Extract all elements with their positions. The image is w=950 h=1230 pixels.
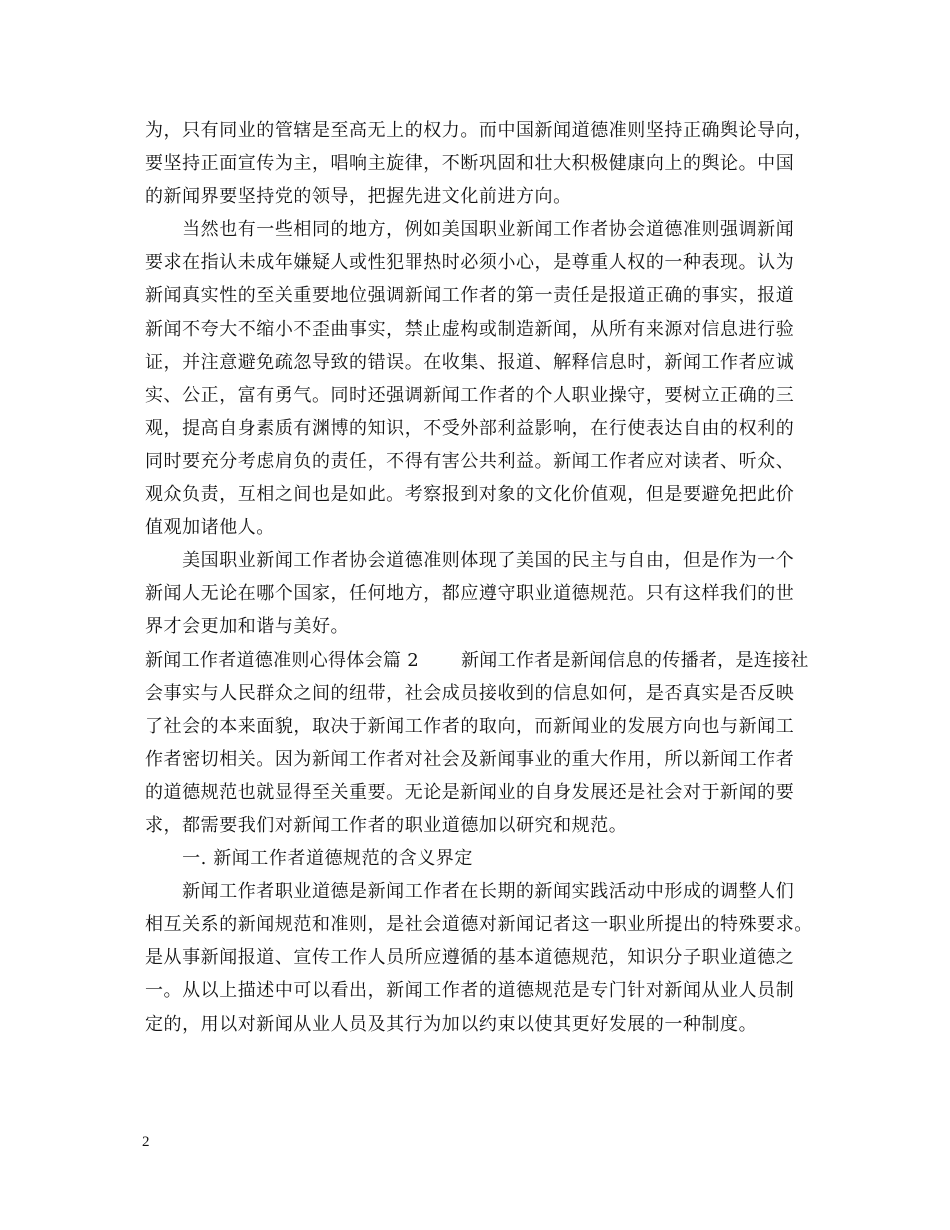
text-line: 界才会更加和谐与美好。	[145, 616, 350, 638]
document-body	[145, 114, 825, 1041]
text-line: 要坚持正面宣传为主，唱响主旋律，不断巩固和壮大积极健康向上的舆论。中国	[145, 153, 795, 175]
text-line: 实、公正，富有勇气。同时还强调新闻工作者的个人职业操守，要树立正确的三	[145, 384, 795, 406]
text-line: 新闻真实性的至关重要地位强调新闻工作者的第一责任是报道正确的事实，报道	[145, 285, 795, 307]
text-line: 求，都需要我们对新闻工作者的职业道德加以研究和规范。	[145, 814, 628, 836]
text-line: 是从事新闻报道、宣传工作人员所应遵循的基本道德规范，知识分子职业道德之	[145, 947, 795, 969]
text-line: 新闻工作者职业道德是新闻工作者在长期的新闻实践活动中形成的调整人们	[145, 881, 795, 903]
text-line: 当然也有一些相同的地方，例如美国职业新闻工作者协会道德准则强调新闻	[145, 219, 795, 241]
text-line: 要求在指认未成年嫌疑人或性犯罪热时必须小心，是尊重人权的一种表现。认为	[145, 252, 795, 274]
section-heading-continuation: 新闻工作者是新闻信息的传播者，是连接社	[460, 649, 809, 671]
text-line: 美国职业新闻工作者协会道德准则体现了美国的民主与自由，但是作为一个	[145, 550, 795, 572]
text-line: 会事实与人民群众之间的纽带，社会成员接收到的信息如何，是否真实是否反映	[145, 682, 795, 704]
section-heading-line	[145, 644, 825, 677]
text-line: 一。从以上描述中可以看出，新闻工作者的道德规范是专门针对新闻从业人员制	[145, 980, 795, 1002]
text-line: 新闻人无论在哪个国家，任何地方，都应遵守职业道德规范。只有这样我们的世	[145, 583, 795, 605]
text-line: 定的，用以对新闻从业人员及其行为加以约束以使其更好发展的一种制度。	[145, 1013, 758, 1035]
text-line: 的道德规范也就显得至关重要。无论是新闻业的自身发展还是社会对于新闻的要	[145, 781, 795, 803]
text-line: 了社会的本来面貌，取决于新闻工作者的取向，而新闻业的发展方向也与新闻工	[145, 715, 795, 737]
subheading-line: 一. 新闻工作者道德规范的含义界定	[145, 848, 473, 870]
text-line: 观众负责，互相之间也是如此。考察报到对象的文化价值观，但是要避免把此价	[145, 484, 795, 506]
text-line: 值观加诸他人。	[145, 517, 275, 539]
text-line: 新闻不夸大不缩小不歪曲事实，禁止虚构或制造新闻，从所有来源对信息进行验	[145, 318, 795, 340]
text-line: 证，并注意避免疏忽导致的错误。在收集、报道、解释信息时，新闻工作者应诚	[145, 351, 795, 373]
text-line: 为，只有同业的管辖是至高无上的权力。而中国新闻道德准则坚持正确舆论导向，	[145, 120, 813, 141]
text-line: 相互关系的新闻规范和准则，是社会道德对新闻记者这一职业所提出的特殊要求。	[145, 914, 813, 936]
section-heading: 新闻工作者道德准则心得体会篇 2	[145, 649, 419, 671]
text-line: 作者密切相关。因为新闻工作者对社会及新闻事业的重大作用，所以新闻工作者	[145, 748, 795, 770]
text-line: 观，提高自身素质有渊博的知识，不受外部利益影响，在行使表达自由的权利的	[145, 417, 795, 439]
page-number: 2	[142, 1134, 150, 1150]
text-line: 同时要充分考虑肩负的责任，不得有害公共利益。新闻工作者应对读者、听众、	[145, 450, 795, 472]
text-line: 的新闻界要坚持党的领导，把握先进文化前进方向。	[145, 186, 572, 208]
